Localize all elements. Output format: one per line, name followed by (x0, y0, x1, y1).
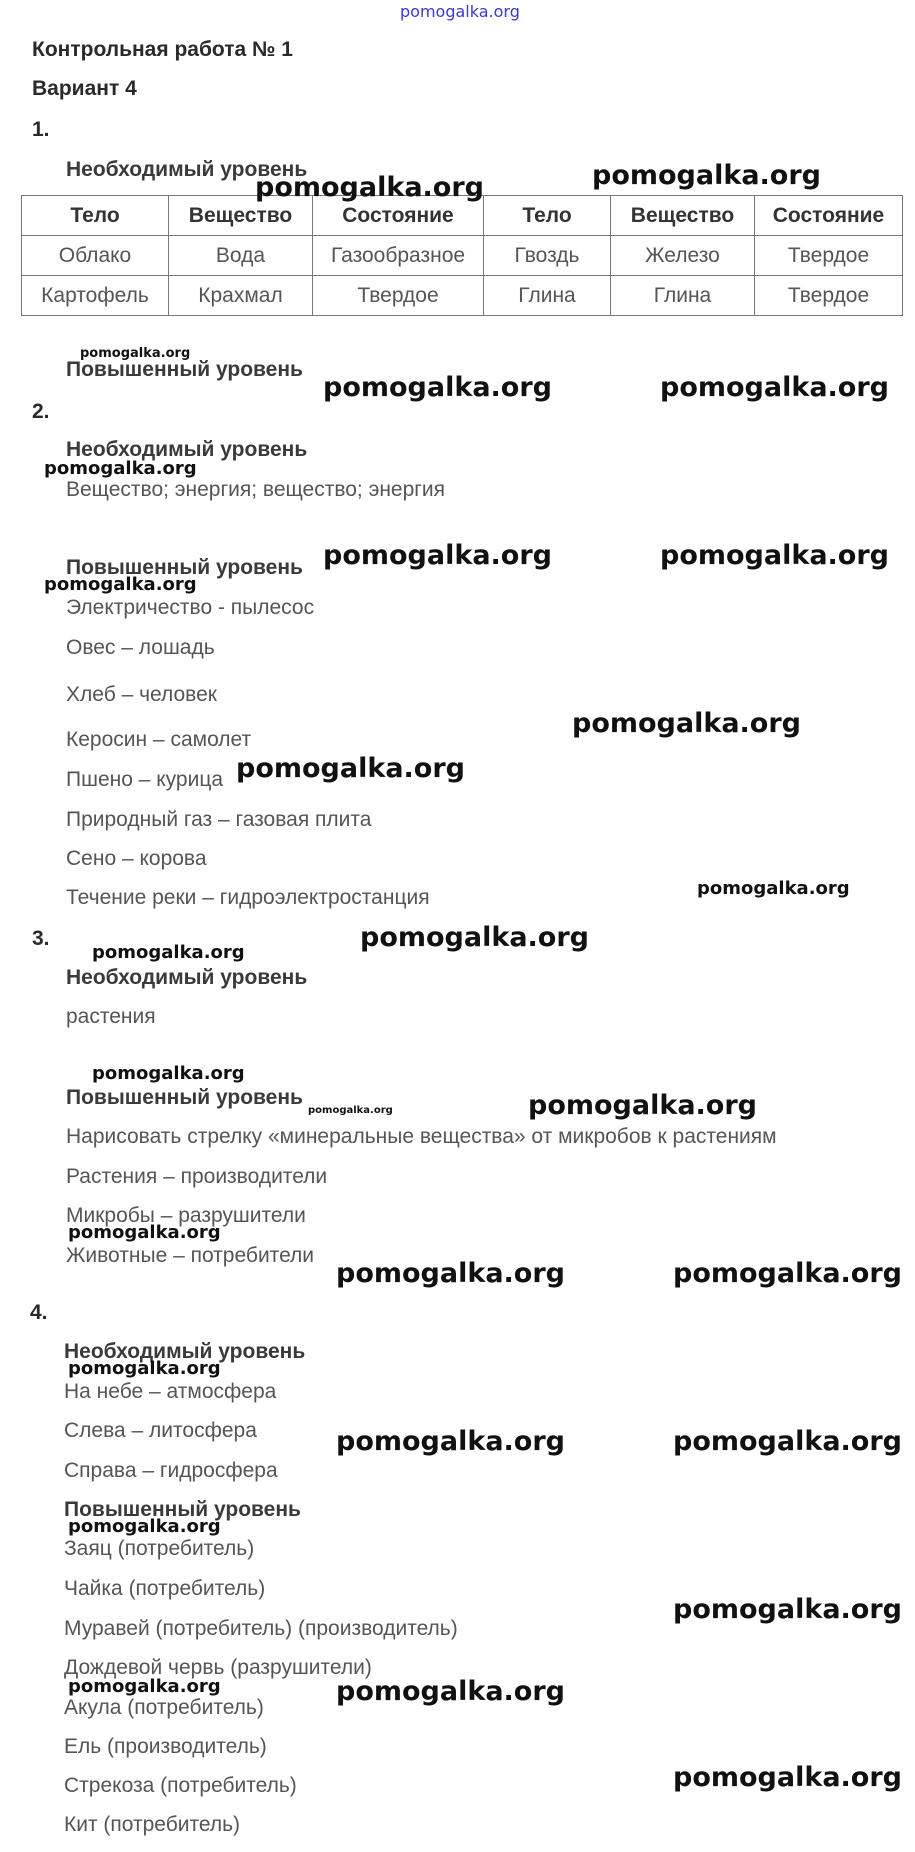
list-item: Электричество - пылесос (66, 596, 315, 619)
list-item: Растения – производители (66, 1165, 328, 1188)
list-item: Керосин – самолет (66, 728, 252, 751)
list-item: Течение реки – гидроэлектростанция (66, 886, 430, 909)
table-cell: Вода (169, 236, 313, 276)
table-cell: Глина (611, 276, 755, 316)
watermark: pomogalka.org (68, 1222, 221, 1243)
table-cell: Твердое (313, 276, 484, 316)
watermark: pomogalka.org (336, 1676, 565, 1707)
watermark: pomogalka.org (92, 942, 245, 963)
table-cell: Газообразное (313, 236, 484, 276)
list-item: Акула (потребитель) (64, 1696, 264, 1719)
variant-label: Вариант 4 (32, 77, 137, 100)
question-1-number: 1. (32, 118, 50, 141)
table-cell: Облако (22, 236, 169, 276)
watermark: pomogalka.org (360, 922, 589, 953)
table-cell: Крахмал (169, 276, 313, 316)
list-item: Хлеб – человек (66, 683, 217, 706)
list-item: Муравей (потребитель) (производитель) (64, 1617, 458, 1640)
q1-level-advanced: Повышенный уровень (66, 358, 303, 381)
watermark: pomogalka.org (255, 172, 484, 203)
table-header-cell: Тело (22, 196, 169, 236)
table-cell: Картофель (22, 276, 169, 316)
question-3-number: 3. (32, 927, 50, 950)
watermark: pomogalka.org (673, 1762, 902, 1793)
table-header-cell: Состояние (755, 196, 903, 236)
table-header-cell: Вещество (611, 196, 755, 236)
list-item: Кит (потребитель) (64, 1813, 241, 1836)
list-item: Нарисовать стрелку «минеральные вещества» от микробов к растениям (66, 1125, 777, 1148)
watermark: pomogalka.org (336, 1426, 565, 1457)
watermark: pomogalka.org (336, 1258, 565, 1289)
watermark: pomogalka.org (323, 372, 552, 403)
watermark: pomogalka.org (68, 1358, 221, 1379)
watermark: pomogalka.org (592, 160, 821, 191)
table-header-cell: Вещество (169, 196, 313, 236)
watermark: pomogalka.org (572, 708, 801, 739)
watermark: pomogalka.org (673, 1594, 902, 1625)
page-title: Контрольная работа № 1 (32, 38, 293, 61)
watermark: pomogalka.org (697, 878, 850, 899)
watermark: pomogalka.org (308, 1105, 393, 1116)
table-cell: Гвоздь (484, 236, 611, 276)
q4-level-advanced: Повышенный уровень (64, 1498, 301, 1521)
table-cell: Твердое (755, 236, 903, 276)
watermark: pomogalka.org (673, 1258, 902, 1289)
list-item: На небе – атмосфера (64, 1380, 277, 1403)
table-cell: Железо (611, 236, 755, 276)
list-item: Дождевой червь (разрушители) (64, 1656, 372, 1679)
watermark: pomogalka.org (236, 753, 465, 784)
watermark: pomogalka.org (68, 1516, 221, 1537)
watermark: pomogalka.org (660, 372, 889, 403)
table-header-cell: Состояние (313, 196, 484, 236)
list-item: Справа – гидросфера (64, 1459, 278, 1482)
watermark: pomogalka.org (323, 540, 552, 571)
watermark: pomogalka.org (528, 1090, 757, 1121)
q3-answer-required: растения (66, 1005, 156, 1028)
list-item: Ель (производитель) (64, 1735, 267, 1758)
table-cell: Глина (484, 276, 611, 316)
watermark: pomogalka.org (68, 1676, 221, 1697)
q1-table (21, 195, 903, 316)
list-item: Микробы – разрушители (66, 1204, 306, 1227)
list-item: Заяц (потребитель) (64, 1537, 255, 1560)
q3-level-advanced: Повышенный уровень (66, 1086, 303, 1109)
watermark: pomogalka.org (673, 1426, 902, 1457)
list-item: Природный газ – газовая плита (66, 808, 372, 831)
q4-level-required: Необходимый уровень (64, 1340, 306, 1363)
q2-level-advanced: Повышенный уровень (66, 556, 303, 579)
list-item: Чайка (потребитель) (64, 1577, 266, 1600)
watermark: pomogalka.org (92, 1063, 245, 1084)
watermark: pomogalka.org (80, 346, 191, 361)
list-item: Животные – потребители (66, 1244, 315, 1267)
watermark: pomogalka.org (660, 540, 889, 571)
table-row (22, 276, 903, 316)
site-header-watermark: pomogalka.org (400, 2, 520, 21)
q2-answer-required: Вещество; энергия; вещество; энергия (66, 478, 446, 501)
list-item: Стрекоза (потребитель) (64, 1774, 297, 1797)
table-row (22, 236, 903, 276)
list-item: Сено – корова (66, 847, 207, 870)
q1-level-required: Необходимый уровень (66, 158, 308, 181)
question-2-number: 2. (32, 400, 50, 423)
q2-level-required: Необходимый уровень (66, 438, 308, 461)
table-header-cell: Тело (484, 196, 611, 236)
list-item: Пшено – курица (66, 768, 224, 791)
table-cell: Твердое (755, 276, 903, 316)
watermark: pomogalka.org (44, 574, 197, 595)
list-item: Овес – лошадь (66, 636, 215, 659)
question-4-number: 4. (30, 1301, 48, 1324)
list-item: Слева – литосфера (64, 1419, 257, 1442)
q3-level-required: Необходимый уровень (66, 966, 308, 989)
watermark: pomogalka.org (44, 458, 197, 479)
